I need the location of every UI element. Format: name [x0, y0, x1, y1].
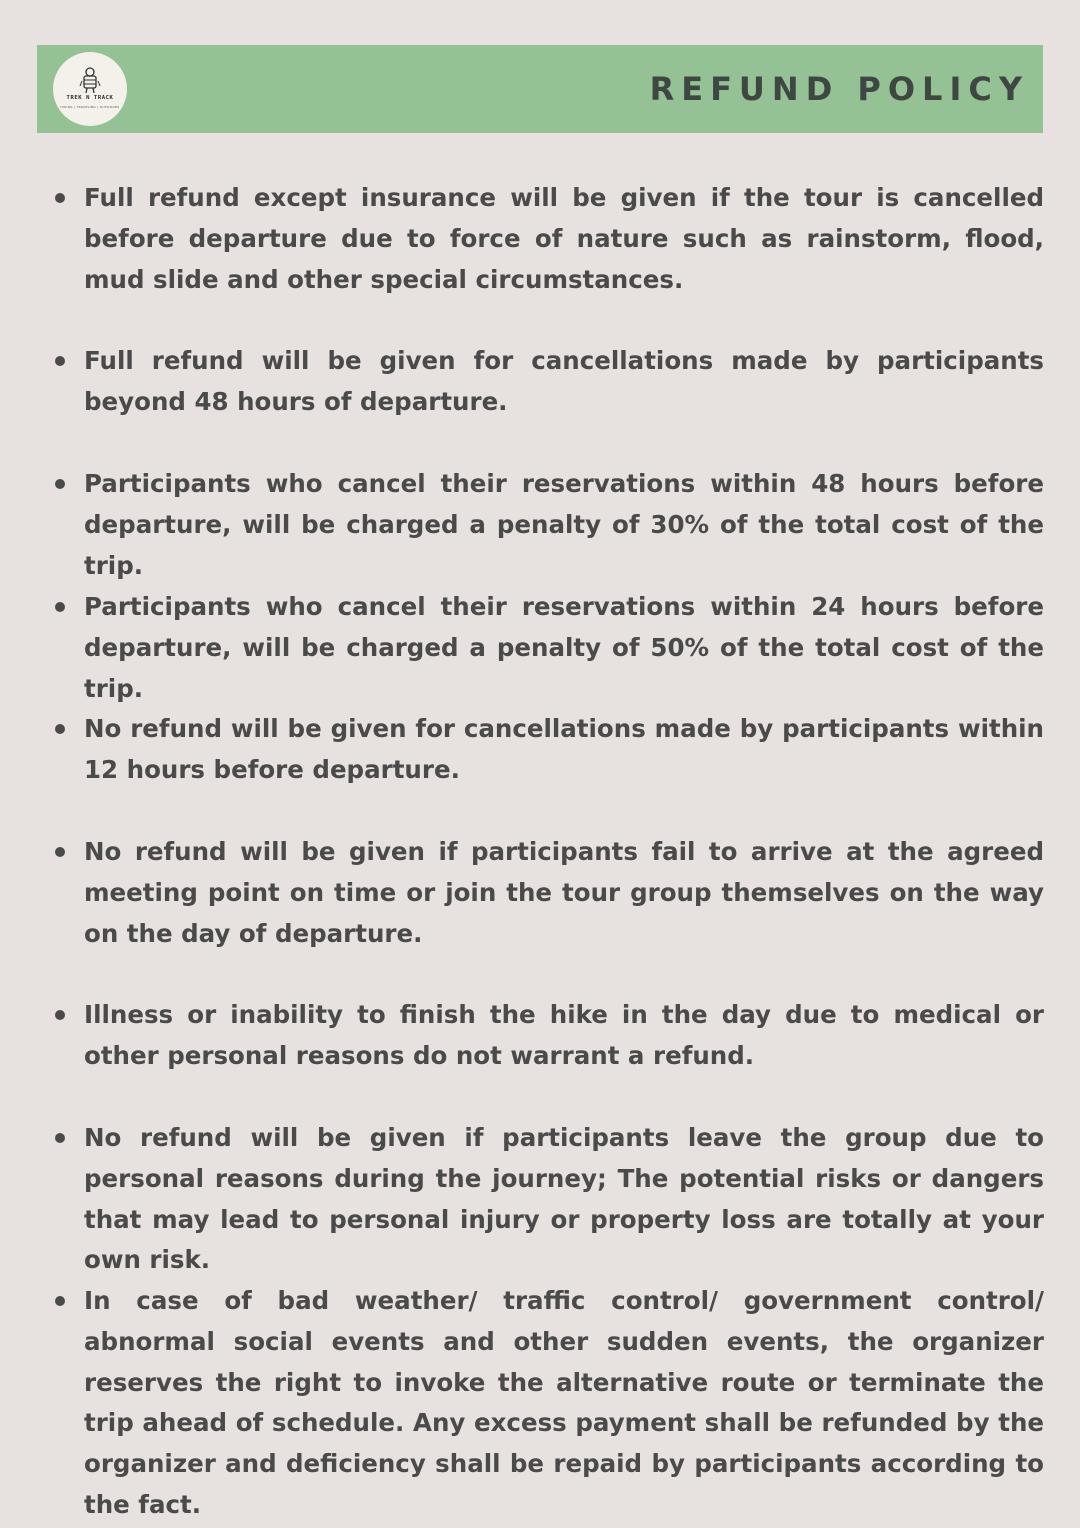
policy-text: Illness or inability to finish the hike in the day due to medical or other personal reasons do not warrant a refund.	[84, 1000, 1044, 1070]
bullet-icon	[55, 356, 65, 366]
bullet-icon	[55, 193, 65, 203]
trek-n-track-logo	[53, 52, 127, 126]
policy-item-force-of-nature	[84, 178, 1044, 300]
page-title: REFUND POLICY	[649, 70, 1029, 108]
logo-name: TREK N TRACK	[66, 95, 114, 101]
bullet-icon	[55, 602, 65, 612]
policy-text: In case of bad weather/ traffic control/ government control/ abnormal social events and other sudden events, the organizer reserves the right to invoke the alternative route or terminate the trip ahead of schedule. Any excess payment shall be refunded by the organizer and deficiency shall be repaid by participants according to the fact.	[84, 1286, 1044, 1519]
policy-text: No refund will be given if participants leave the group due to personal reasons during the journey; The potential risks or dangers that may lead to personal injury or property loss are totally at your own risk.	[84, 1123, 1044, 1275]
policy-item-illness	[84, 995, 1044, 1077]
logo-tagline: HIKING | TRAVELING | OUTDOORS	[60, 105, 120, 109]
policy-text: Participants who cancel their reservations within 24 hours before departure, will be charged a penalty of 50% of the total cost of the trip.	[84, 592, 1044, 703]
bullet-icon	[55, 1133, 65, 1143]
policy-text: No refund will be given for cancellations made by participants within 12 hours before departure.	[84, 714, 1044, 784]
policy-item-sudden-events	[84, 1281, 1044, 1526]
policy-text: No refund will be given if participants fail to arrive at the agreed meeting point on time or join the tour group themselves on the way on the day of departure.	[84, 837, 1044, 948]
policy-text: Participants who cancel their reservations within 48 hours before departure, will be charged a penalty of 30% of the total cost of the trip.	[84, 469, 1044, 580]
header-banner	[37, 45, 1043, 133]
bullet-icon	[55, 1010, 65, 1020]
policy-item-within-48-hours	[84, 464, 1044, 586]
policy-item-within-24-hours	[84, 587, 1044, 709]
hiker-icon	[53, 52, 127, 126]
policy-item-leave-group	[84, 1118, 1044, 1281]
bullet-icon	[55, 847, 65, 857]
policy-text: Full refund except insurance will be given if the tour is cancelled before departure due to force of nature such as rainstorm, flood, mud slide and other special circumstances.	[84, 183, 1044, 294]
bullet-icon	[55, 724, 65, 734]
policy-item-within-12-hours	[84, 709, 1044, 791]
policy-item-beyond-48-hours	[84, 341, 1044, 423]
bullet-icon	[55, 1296, 65, 1306]
bullet-icon	[55, 479, 65, 489]
policy-item-fail-to-arrive	[84, 832, 1044, 954]
policy-text: Full refund will be given for cancellations made by participants beyond 48 hours of departure.	[84, 346, 1044, 416]
